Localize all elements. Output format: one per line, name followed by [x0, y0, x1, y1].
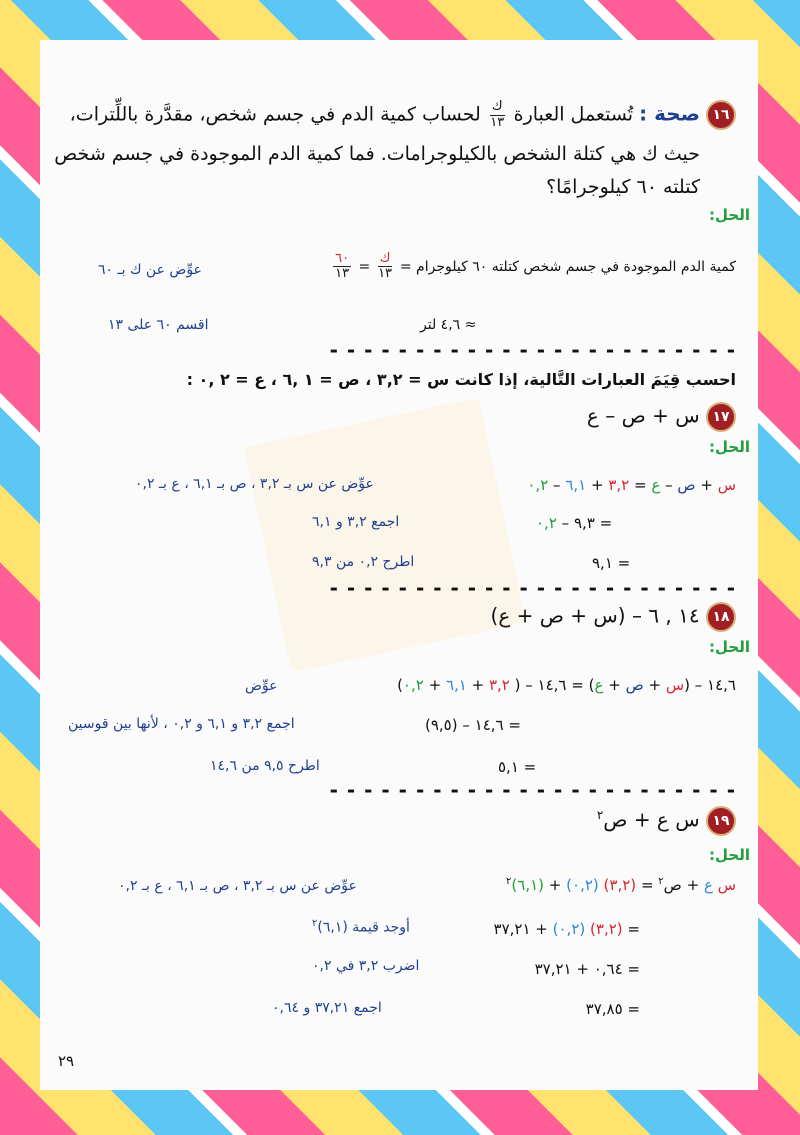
p16-step1-eq: = — [358, 258, 371, 275]
p17-line2-note: اجمع ٣,٢ و ٦,١ — [312, 514, 400, 530]
p19-line1: س ع + ص$^٢$ = (٣,٢) (٠,٢) + (٦,١)$^٢$ — [506, 876, 736, 894]
p16-step1-frac1: $\frac{\text{ك}}{١٣}$ — [378, 251, 393, 282]
divider: - - - - - - - - - - - - - - - - - - - - - - - - — [329, 338, 736, 362]
problem-16-line2: حيث ك هي كتلة الشخص بالكيلوجرامات. فما كمية الدم الموجودة في جسم شخص — [54, 143, 700, 165]
p17-line2: = ٩,٣ – ٠,٢ — [536, 514, 613, 532]
textbook-page — [40, 40, 758, 1090]
p17-line1: س + ص – ع = ٣,٢ + ٦,١ – ٠,٢ — [527, 476, 736, 494]
problem-number-16: ١٦ — [706, 100, 736, 130]
watermark-logo — [244, 398, 527, 673]
p19-line4-note: اجمع ٣٧,٢١ و ٠,٦٤ — [272, 1000, 382, 1016]
p19-line3-note: اضرب ٣,٢ في ٠,٢ — [312, 958, 420, 974]
p16-step2: ≈ ٤,٦ لتر — [420, 317, 477, 333]
p18-line1: ١٤,٦ – (س + ص + ع) = ١٤,٦ – ( ٣,٢ + ٦,١ + ٠,٢) — [397, 676, 736, 694]
problem-16-text-after: لحساب كمية الدم في جسم شخص، مقدَّرة باللِّترات، — [69, 103, 481, 126]
p17-line1-note: عوِّض عن س بـ ٣,٢ ، ص بـ ٦,١ ، ع بـ ٠,٢ — [135, 476, 374, 492]
p16-step1 — [330, 252, 736, 282]
divider: - - - - - - - - - - - - - - - - - - - - - - - - — [329, 576, 736, 600]
problem-19-expression: س ع + ص — [603, 807, 700, 832]
p17-line3-note: اطرح ٠,٢ من ٩,٣ — [312, 554, 415, 570]
divider: - - - - - - - - - - - - - - - - - - - - - - - - — [329, 778, 736, 802]
solution-label-17: الحل: — [709, 438, 750, 456]
p19-line3: = ٠,٦٤ + ٣٧,٢١ — [534, 960, 640, 978]
solution-label-16: الحل: — [709, 206, 750, 224]
p19-line2-note: أوجد قيمة (٦,١)$^٢$ — [312, 918, 410, 936]
problem-number-17: ١٧ — [706, 402, 736, 432]
problem-number-19: ١٩ — [706, 806, 736, 836]
p16-step1-frac2: $\frac{٦٠}{١٣}$ — [335, 251, 350, 282]
problem-16-title: صحة : — [639, 101, 700, 126]
problem-16-line1 — [70, 100, 736, 130]
page-number: ٢٩ — [58, 1052, 75, 1070]
problem-17-header — [587, 402, 736, 432]
p16-step1-text: كمية الدم الموجودة في جسم شخص كتلته ٦٠ كيلوجرام = — [399, 258, 736, 275]
p19-line2: = (٣,٢) (٠,٢) + ٣٧,٢١ — [493, 920, 640, 938]
p18-line3-note: اطرح ٩,٥ من ١٤,٦ — [210, 758, 320, 774]
problem-18-header — [491, 602, 736, 632]
solution-label-18: الحل: — [709, 638, 750, 656]
p18-line3: = ٥,١ — [498, 758, 537, 776]
problem-18-expression: ١٤ , ٦ – (س + ص + ع) — [490, 603, 700, 628]
p18-line1-note: عوِّض — [245, 678, 278, 694]
problem-number-18: ١٨ — [706, 602, 736, 632]
p19-line4: = ٣٧,٨٥ — [585, 1000, 640, 1018]
p18-line2: = ١٤,٦ – (٩,٥) — [425, 716, 521, 734]
p19-line1-note: عوِّض عن س بـ ٣,٢ ، ص بـ ٦,١ ، ع بـ ٠,٢ — [118, 878, 357, 894]
problem-19-header: ١٩ س ع + ص$^٢$ — [597, 806, 736, 836]
p18-line2-note: اجمع ٣,٢ و ٦,١ و ٠,٢ ، لأنها بين قوسين — [68, 716, 295, 732]
solution-label-19: الحل: — [709, 846, 750, 864]
problem-16-fraction: $\frac{\text{ك}}{١٣}$ — [490, 99, 505, 130]
problem-16-text-before: تُستعمل العبارة — [513, 103, 634, 126]
problem-16-line3: كتلته ٦٠ كيلوجرامًا؟ — [546, 176, 700, 198]
problem-17-expression: س + ص – ع — [586, 403, 700, 428]
p16-step1-note: عوِّض عن ك بـ ٦٠ — [98, 262, 202, 278]
p16-step2-note: اقسم ٦٠ على ١٣ — [108, 317, 209, 333]
p17-line3: = ٩,١ — [592, 554, 631, 572]
instruction-text: احسب قِيَمَ العبارات التَّالية، إذا كانت س = ٣,٢ ، ص = ١ ,٦ ، ع = ٢ ,٠ : — [186, 370, 736, 389]
